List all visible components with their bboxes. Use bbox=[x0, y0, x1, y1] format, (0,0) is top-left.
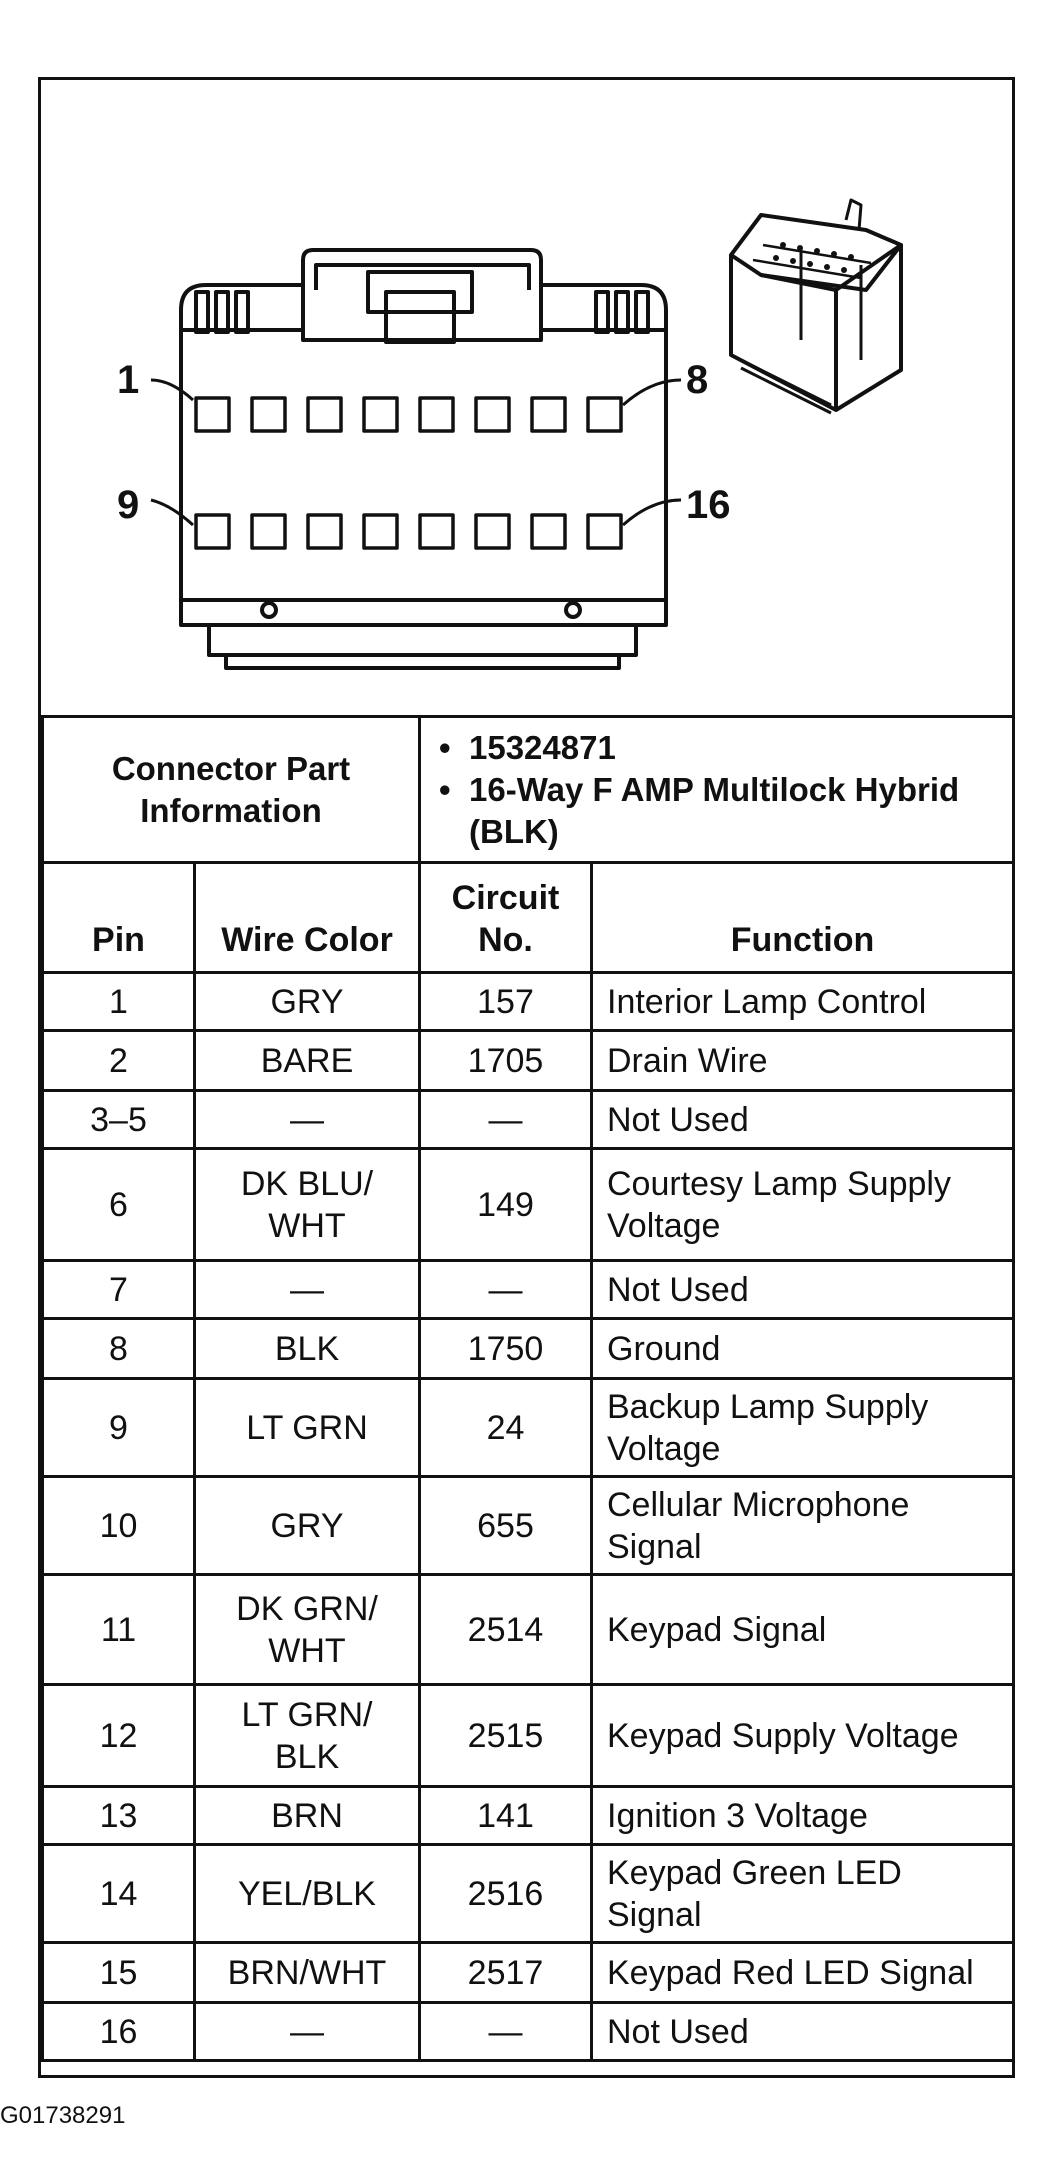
pin-label-1: 1 bbox=[117, 358, 140, 402]
wire-color-cell: BLK bbox=[195, 1319, 420, 1379]
wire-color-cell: YEL/BLK bbox=[195, 1845, 420, 1943]
connector-face-drawing bbox=[41, 80, 1012, 715]
circuit-no-cell: 1705 bbox=[420, 1031, 592, 1091]
pin-cell: 7 bbox=[43, 1261, 195, 1319]
wire-color-cell: DK GRN/ WHT bbox=[195, 1575, 420, 1685]
connector-info-row bbox=[43, 717, 1014, 863]
wire-color-cell: — bbox=[195, 1261, 420, 1319]
wire-color-cell: LT GRN bbox=[195, 1379, 420, 1477]
pin-cell: 13 bbox=[43, 1787, 195, 1845]
wire-color-cell: — bbox=[195, 2003, 420, 2061]
table-row bbox=[43, 973, 1014, 1031]
pin-label-9: 9 bbox=[117, 483, 140, 527]
wire-color-cell: BARE bbox=[195, 1031, 420, 1091]
circuit-no-cell: 2514 bbox=[420, 1575, 592, 1685]
wire-color-cell: LT GRN/ BLK bbox=[195, 1685, 420, 1787]
function-cell: Drain Wire bbox=[592, 1031, 1014, 1091]
table-row bbox=[43, 1031, 1014, 1091]
wire-color-cell: GRY bbox=[195, 973, 420, 1031]
function-cell: Not Used bbox=[592, 2003, 1014, 2061]
function-cell: Courtesy Lamp Supply Voltage bbox=[592, 1149, 1014, 1261]
figure-id: G01738291 bbox=[0, 2102, 126, 2129]
col-header-pin: Pin bbox=[43, 863, 195, 973]
wire-color-cell: BRN/WHT bbox=[195, 1943, 420, 2003]
function-cell: Backup Lamp Supply Voltage bbox=[592, 1379, 1014, 1477]
circuit-no-cell: 157 bbox=[420, 973, 592, 1031]
table-row bbox=[43, 1379, 1014, 1477]
pin-cell: 3–5 bbox=[43, 1091, 195, 1149]
table-row bbox=[43, 1261, 1014, 1319]
table-row bbox=[43, 1319, 1014, 1379]
circuit-no-cell: — bbox=[420, 1091, 592, 1149]
pin-cell: 14 bbox=[43, 1845, 195, 1943]
table-row bbox=[43, 1575, 1014, 1685]
col-header-wire-color: Wire Color bbox=[195, 863, 420, 973]
circuit-no-cell: 141 bbox=[420, 1787, 592, 1845]
pinout-table bbox=[41, 715, 1015, 2062]
pin-cell: 8 bbox=[43, 1319, 195, 1379]
circuit-no-cell: 24 bbox=[420, 1379, 592, 1477]
connector-description: • 16-Way F AMP Multilock Hybrid (BLK) bbox=[439, 769, 998, 853]
pin-cell: 12 bbox=[43, 1685, 195, 1787]
circuit-no-cell: — bbox=[420, 1261, 592, 1319]
circuit-no-cell: — bbox=[420, 2003, 592, 2061]
function-cell: Keypad Red LED Signal bbox=[592, 1943, 1014, 2003]
function-cell: Keypad Green LED Signal bbox=[592, 1845, 1014, 1943]
circuit-no-cell: 655 bbox=[420, 1477, 592, 1575]
pin-cell: 2 bbox=[43, 1031, 195, 1091]
function-cell: Cellular Microphone Signal bbox=[592, 1477, 1014, 1575]
pin-cell: 6 bbox=[43, 1149, 195, 1261]
table-row bbox=[43, 1685, 1014, 1787]
pin-cell: 11 bbox=[43, 1575, 195, 1685]
connector-diagram bbox=[41, 80, 1012, 715]
table-header-row bbox=[43, 863, 1014, 973]
function-cell: Ground bbox=[592, 1319, 1014, 1379]
circuit-no-cell: 2516 bbox=[420, 1845, 592, 1943]
function-cell: Keypad Supply Voltage bbox=[592, 1685, 1014, 1787]
table-row bbox=[43, 1845, 1014, 1943]
connector-info-label: Connector Part Information bbox=[43, 717, 420, 863]
circuit-no-cell: 2515 bbox=[420, 1685, 592, 1787]
wire-color-cell: — bbox=[195, 1091, 420, 1149]
pin-cell: 9 bbox=[43, 1379, 195, 1477]
function-cell: Keypad Signal bbox=[592, 1575, 1014, 1685]
circuit-no-cell: 2517 bbox=[420, 1943, 592, 2003]
pin-cell: 10 bbox=[43, 1477, 195, 1575]
table-row bbox=[43, 1787, 1014, 1845]
function-cell: Ignition 3 Voltage bbox=[592, 1787, 1014, 1845]
pin-cell: 16 bbox=[43, 2003, 195, 2061]
wire-color-cell: DK BLU/ WHT bbox=[195, 1149, 420, 1261]
wire-color-cell: GRY bbox=[195, 1477, 420, 1575]
pin-label-16: 16 bbox=[686, 483, 731, 527]
table-row bbox=[43, 1943, 1014, 2003]
function-cell: Not Used bbox=[592, 1091, 1014, 1149]
col-header-circuit-no: Circuit No. bbox=[420, 863, 592, 973]
pin-cell: 15 bbox=[43, 1943, 195, 2003]
connector-document bbox=[38, 77, 1015, 2078]
part-number: • 15324871 bbox=[439, 727, 998, 769]
connector-info-list bbox=[420, 717, 1014, 863]
wire-color-cell: BRN bbox=[195, 1787, 420, 1845]
circuit-no-cell: 1750 bbox=[420, 1319, 592, 1379]
col-header-function: Function bbox=[592, 863, 1014, 973]
function-cell: Not Used bbox=[592, 1261, 1014, 1319]
pin-label-8: 8 bbox=[686, 358, 709, 402]
table-row bbox=[43, 2003, 1014, 2061]
circuit-no-cell: 149 bbox=[420, 1149, 592, 1261]
pin-cell: 1 bbox=[43, 973, 195, 1031]
table-row bbox=[43, 1149, 1014, 1261]
function-cell: Interior Lamp Control bbox=[592, 973, 1014, 1031]
table-row bbox=[43, 1477, 1014, 1575]
table-row bbox=[43, 1091, 1014, 1149]
